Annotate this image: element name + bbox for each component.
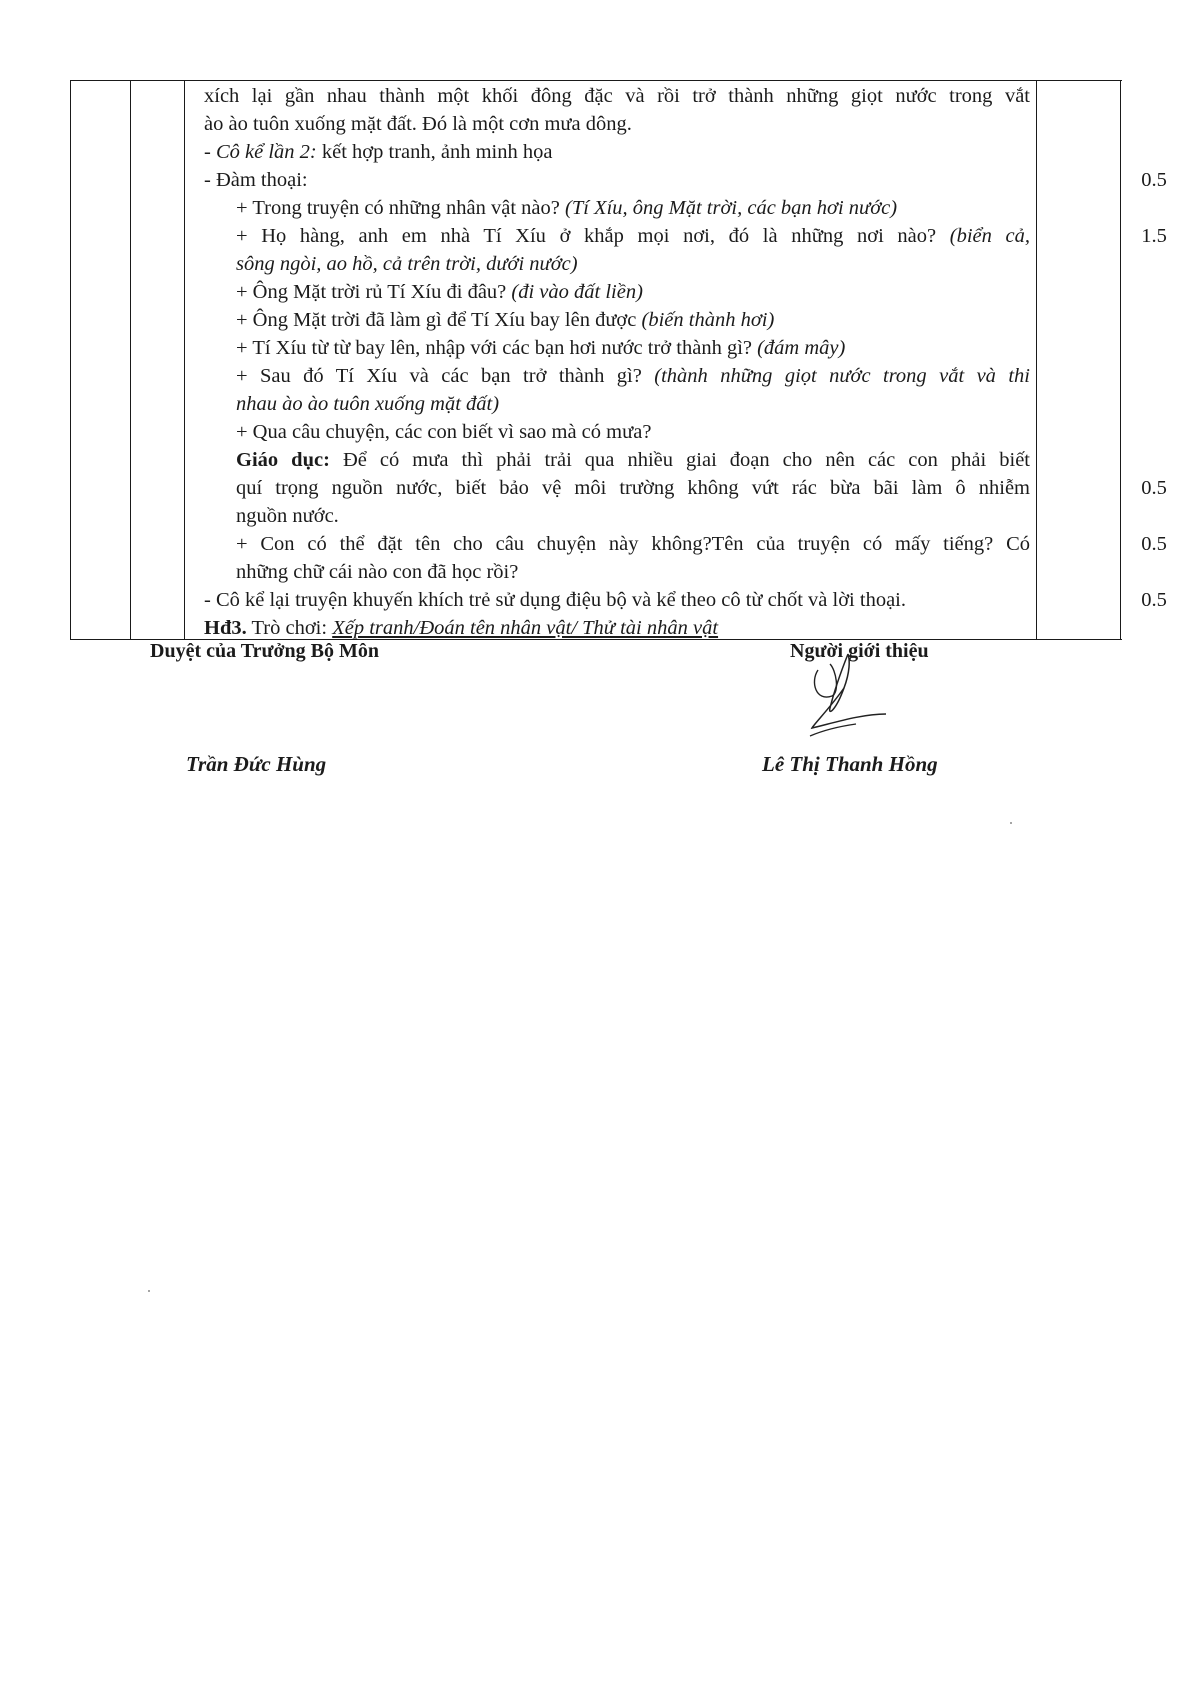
score-cell: 0.5: [1141, 169, 1167, 191]
lesson-line: Hđ3. Trò chơi: Xếp tranh/Đoán tên nhân vật/ Thử tài nhân vật: [204, 617, 719, 639]
table-column-divider: [130, 80, 131, 640]
scan-speck: [1010, 822, 1012, 824]
score-cell: 0.5: [1141, 477, 1167, 499]
lesson-line: - Đàm thoại:: [204, 169, 308, 191]
approver-title: Duyệt của Trưởng Bộ Môn: [150, 640, 380, 662]
presenter-name: Lê Thị Thanh Hồng: [762, 752, 938, 776]
table-border-right: [1120, 80, 1121, 640]
lesson-content-cell: [204, 82, 1030, 642]
lesson-line: + Ông Mặt trời rủ Tí Xíu đi đâu? (đi vào đất liền): [236, 281, 643, 303]
table-column-divider: [1036, 80, 1037, 640]
lesson-table: [70, 80, 1167, 640]
lesson-line: nguồn nước.: [236, 505, 339, 527]
lesson-line: + Sau đó Tí Xíu và các bạn trở thành gì? (thành những giọt nước trong vắt và thi: [236, 365, 1030, 387]
lesson-line: + Con có thể đặt tên cho câu chuyện này không?Tên của truyện có mấy tiếng? Có: [236, 533, 1030, 555]
lesson-line: + Họ hàng, anh em nhà Tí Xíu ở khắp mọi nơi, đó là những nơi nào? (biển cả,: [236, 225, 1030, 247]
lesson-line: nhau ào ào tuôn xuống mặt đất): [236, 393, 500, 415]
score-cell: 1.5: [1141, 225, 1167, 247]
presenter-title: Người giới thiệu: [790, 640, 929, 662]
lesson-line: quí trọng nguồn nước, biết bảo vệ môi trường không vứt rác bừa bãi làm ô nhiễm: [236, 477, 1030, 499]
lesson-line: + Ông Mặt trời đã làm gì để Tí Xíu bay lên được (biến thành hơi): [236, 309, 775, 331]
table-column-divider: [184, 80, 185, 640]
score-cell: 0.5: [1141, 589, 1167, 611]
table-border-left: [70, 80, 71, 640]
lesson-line: + Qua câu chuyện, các con biết vì sao mà có mưa?: [236, 421, 652, 443]
lesson-line: ào ào tuôn xuống mặt đất. Đó là một cơn mưa dông.: [204, 113, 632, 135]
lesson-line: sông ngòi, ao hồ, cả trên trời, dưới nước): [236, 253, 578, 275]
lesson-line: - Cô kể lần 2: kết hợp tranh, ảnh minh họa: [204, 141, 553, 163]
approver-name: Trần Đức Hùng: [186, 752, 327, 776]
scan-speck: [148, 1290, 150, 1292]
handwritten-signature: [800, 650, 910, 750]
lesson-line: những chữ cái nào con đã học rồi?: [236, 561, 519, 583]
lesson-line: + Trong truyện có những nhân vật nào? (Tí Xíu, ông Mặt trời, các bạn hơi nước): [236, 197, 898, 219]
lesson-line: Giáo dục: Để có mưa thì phải trải qua nhiều giai đoạn cho nên các con phải biết: [236, 449, 1030, 471]
lesson-line: + Tí Xíu từ từ bay lên, nhập với các bạn hơi nước trở thành gì? (đám mây): [236, 337, 846, 359]
lesson-line: - Cô kể lại truyện khuyến khích trẻ sử dụng điệu bộ và kể theo cô từ chốt và lời thoại.: [204, 589, 906, 611]
score-cell: 0.5: [1141, 533, 1167, 555]
lesson-line: xích lại gần nhau thành một khối đông đặc và rồi trở thành những giọt nước trong vắt: [204, 85, 1030, 107]
